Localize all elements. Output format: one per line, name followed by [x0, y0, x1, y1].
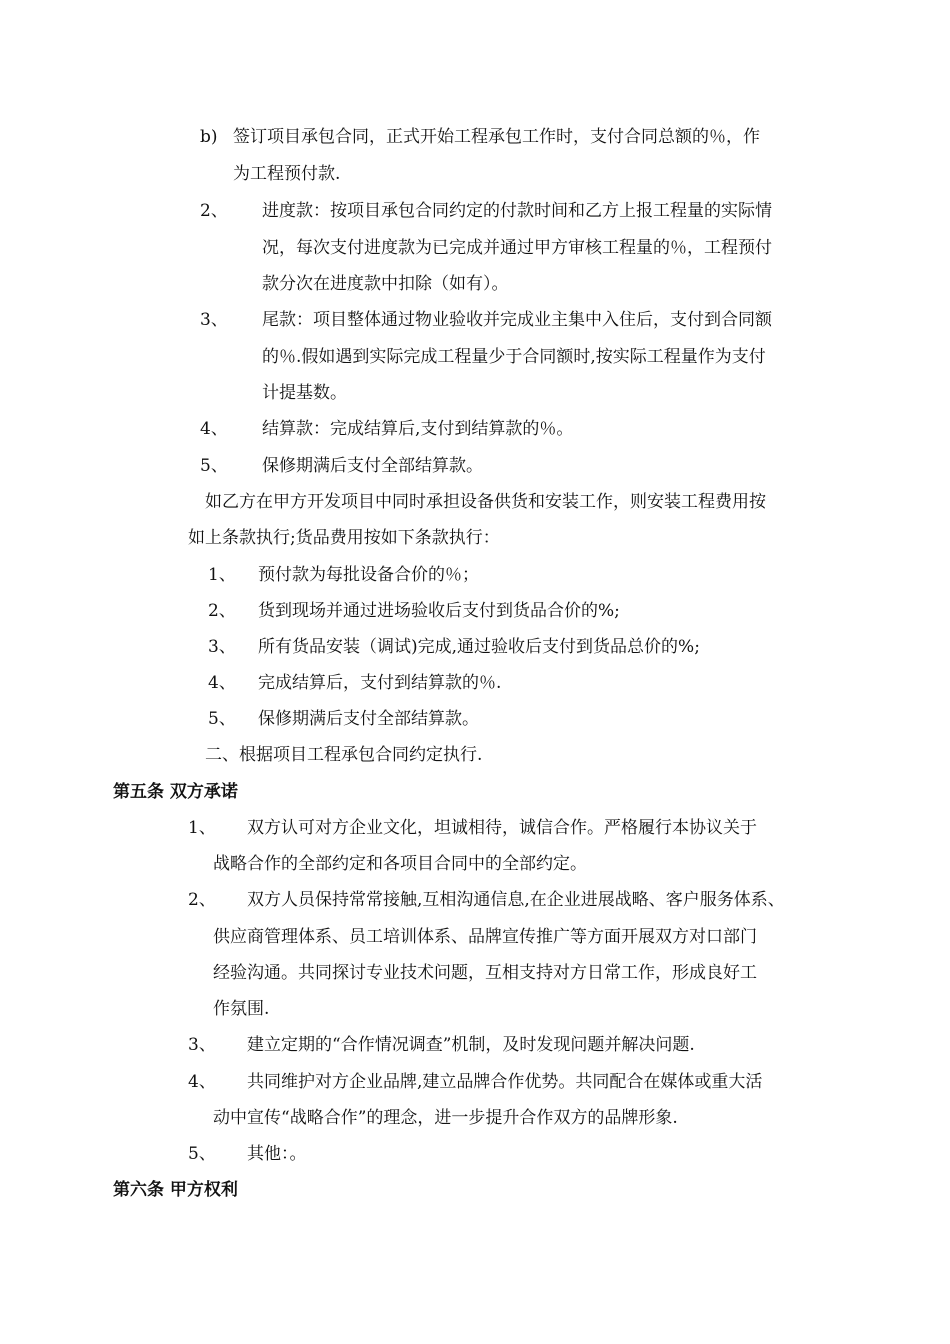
- text-line: 尾款：项目整体通过物业验收并完成业主集中入住后，支付到合同额: [262, 310, 772, 330]
- text-line: 战略合作的全部约定和各项目合同中的全部约定。: [213, 854, 587, 874]
- text-line: 结算款：完成结算后,支付到结算款的％。: [262, 419, 574, 439]
- article-5-heading: 第五条 双方承诺: [113, 782, 238, 802]
- text-line: 保修期满后支付全部结算款。: [262, 456, 483, 476]
- list-marker: 3、: [208, 637, 236, 657]
- text-line: 经验沟通。共同探讨专业技术问题，互相支持对方日常工作，形成良好工: [213, 963, 757, 983]
- list-marker: 1、: [208, 565, 236, 585]
- text-line: 双方人员保持常常接触,互相沟通信息,在企业进展战略、客户服务体系、: [247, 890, 785, 910]
- text-line: 预付款为每批设备合价的％；: [258, 565, 479, 585]
- clause-two: 二、根据项目工程承包合同约定执行.: [205, 745, 483, 765]
- text-line: 动中宣传“战略合作”的理念，进一步提升合作双方的品牌形象.: [213, 1108, 678, 1128]
- text-line: 其他：。: [247, 1144, 307, 1164]
- text-line: 为工程预付款.: [233, 164, 341, 184]
- text-line: 计提基数。: [262, 383, 347, 403]
- article-6-heading: 第六条 甲方权利: [113, 1180, 238, 1200]
- list-marker: b): [200, 127, 218, 147]
- paragraph-line: 如乙方在甲方开发项目中同时承担设备供货和安装工作，则安装工程费用按: [205, 492, 766, 512]
- text-line: 况，每次支付进度款为已完成并通过甲方审核工程量的％，工程预付: [262, 238, 772, 258]
- text-line: 签订项目承包合同，正式开始工程承包工作时，支付合同总额的％，作: [233, 127, 760, 147]
- text-line: 货到现场并通过进场验收后支付到货品合价的%;: [258, 601, 620, 621]
- list-marker: 5、: [200, 456, 228, 476]
- list-marker: 2、: [208, 601, 236, 621]
- text-line: 供应商管理体系、员工培训体系、品牌宣传推广等方面开展双方对口部门: [213, 927, 757, 947]
- text-line: 共同维护对方企业品牌,建立品牌合作优势。共同配合在媒体或重大活: [247, 1072, 763, 1092]
- list-marker: 4、: [188, 1072, 216, 1092]
- list-marker: 4、: [200, 419, 228, 439]
- text-line: 保修期满后支付全部结算款。: [258, 709, 479, 729]
- list-marker: 1、: [188, 818, 216, 838]
- text-line: 款分次在进度款中扣除（如有）。: [262, 274, 509, 294]
- list-marker: 4、: [208, 673, 236, 693]
- list-marker: 5、: [208, 709, 236, 729]
- paragraph-line: 如上条款执行;货品费用按如下条款执行：: [188, 528, 500, 548]
- text-line: 完成结算后，支付到结算款的％.: [258, 673, 502, 693]
- text-line: 双方认可对方企业文化，坦诚相待，诚信合作。严格履行本协议关于: [247, 818, 757, 838]
- list-marker: 5、: [188, 1144, 216, 1164]
- list-marker: 2、: [200, 201, 228, 221]
- text-line: 作氛围.: [213, 999, 270, 1019]
- list-marker: 2、: [188, 890, 216, 910]
- text-line: 的％.假如遇到实际完成工程量少于合同额时,按实际工程量作为支付: [262, 347, 766, 367]
- text-line: 进度款：按项目承包合同约定的付款时间和乙方上报工程量的实际情: [262, 201, 772, 221]
- list-marker: 3、: [188, 1035, 216, 1055]
- list-marker: 3、: [200, 310, 228, 330]
- text-line: 建立定期的“合作情况调查”机制，及时发现问题并解决问题.: [247, 1035, 695, 1055]
- text-line: 所有货品安装（调试)完成,通过验收后支付到货品总价的%;: [258, 637, 700, 657]
